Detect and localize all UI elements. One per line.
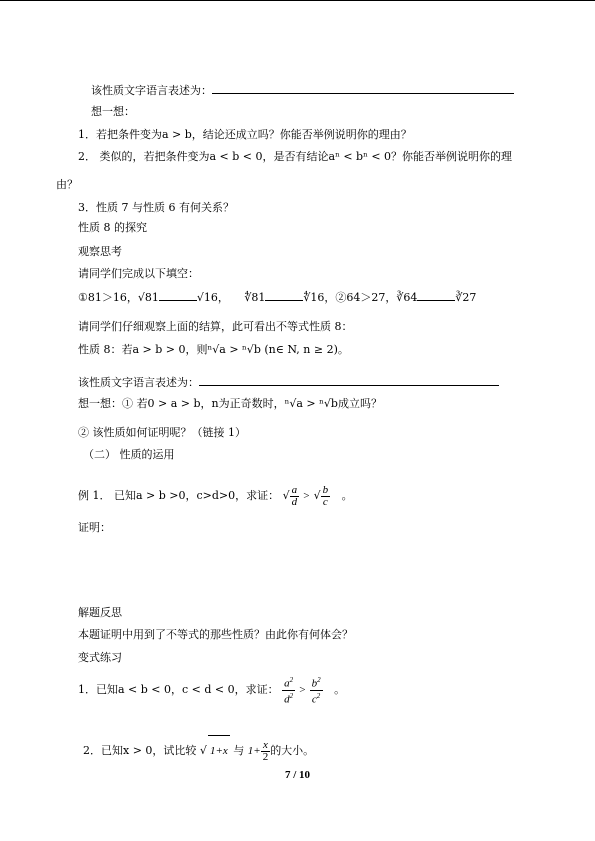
subheading: 观察思考 [78,245,122,258]
text-line-19: 本题证明中用到了不等式的那些性质？由此你有何体会？ [78,628,353,641]
section-heading-2: （二） 性质的运用 [83,448,175,461]
exercise-1: 1．已知a < b < 0，c < d < 0，求证： $\frac{a^2}{d^2}$ > $\frac{b^2}{c^2}$ 。 [78,675,346,706]
text-line-8: 请同学们完成以下填空： [78,267,199,280]
fill-blank-3[interactable] [417,290,455,301]
sqrt-1-plus-x: 1+x [208,735,230,766]
fill-blank-2[interactable] [265,290,303,301]
fraction-a-over-d: $\frac{a}{d}$ [291,483,298,508]
property-8: 性质 8：若a > b > 0，则ⁿ√a > ⁿ√b (n∈ N, n ≥ 2)。 [78,343,349,356]
text-line-5: 3．性质 7 与性质 6 有何关系？ [78,201,234,214]
text-line-14: ② 该性质如何证明呢？（链接 1） [78,426,246,439]
text-line-1: 该性质文字语言表述为： [91,83,514,98]
text-line-13: 想一想：① 若0 > a > b，n为正奇数时，ⁿ√a > ⁿ√b成立吗？ [78,397,382,410]
text-line-4b: 由？ [56,178,78,191]
exercise-2: 2．已知x > 0，试比较 √ 1+x 与 1+ $\frac{x}{2}$ 的大小。 [83,735,314,765]
radical-sign: √ [282,489,290,502]
answer-blank[interactable] [212,83,514,94]
text-line-12: 该性质文字语言表述为： [78,375,499,390]
text-line-2: 想一想： [91,105,135,118]
text-line-3: 1．若把条件变为a > b，结论还成立吗？你能否举例说明你的理由？ [78,128,412,141]
section-heading: 性质 8 的探究 [78,221,147,234]
example-1: 例 1． 已知a > b >0，c>d>0，求证： √ $\frac{a}{d}$ > √ $\frac{b}{c}$ 。 [78,483,353,508]
text-line-10: 请同学们仔细观察上面的结算，此可看出不等式性质 8： [78,320,353,333]
fill-in-line: ①81＞16，√81 √16， ∜81 ∜16，②64＞27，∛64 ∛27 [78,291,477,304]
page-number: 7 / 10 [284,769,311,781]
radical-sign: √ [199,744,207,757]
answer-blank-2[interactable] [199,375,499,386]
practice-heading: 变式练习 [78,651,122,664]
fraction-x-over-2: $\frac{x}{2}$ [262,738,269,763]
fill-blank-1[interactable] [159,290,197,301]
radical-sign: √ [313,489,321,502]
top-rule [0,0,595,1]
fraction-b-over-c: $\frac{b}{c}$ [322,483,329,508]
fraction-a2-over-d2: $\frac{a^2}{d^2}$ [284,675,294,706]
reflection-heading: 解题反思 [78,606,122,619]
fraction-b2-over-c2: $\frac{b^2}{c^2}$ [311,675,321,706]
text-line-4: 2． 类似的，若把条件变为a < b < 0，是否有结论aⁿ < bⁿ < 0？你能否举例说明你的理 [78,150,513,163]
proof-label: 证明： [78,521,111,534]
